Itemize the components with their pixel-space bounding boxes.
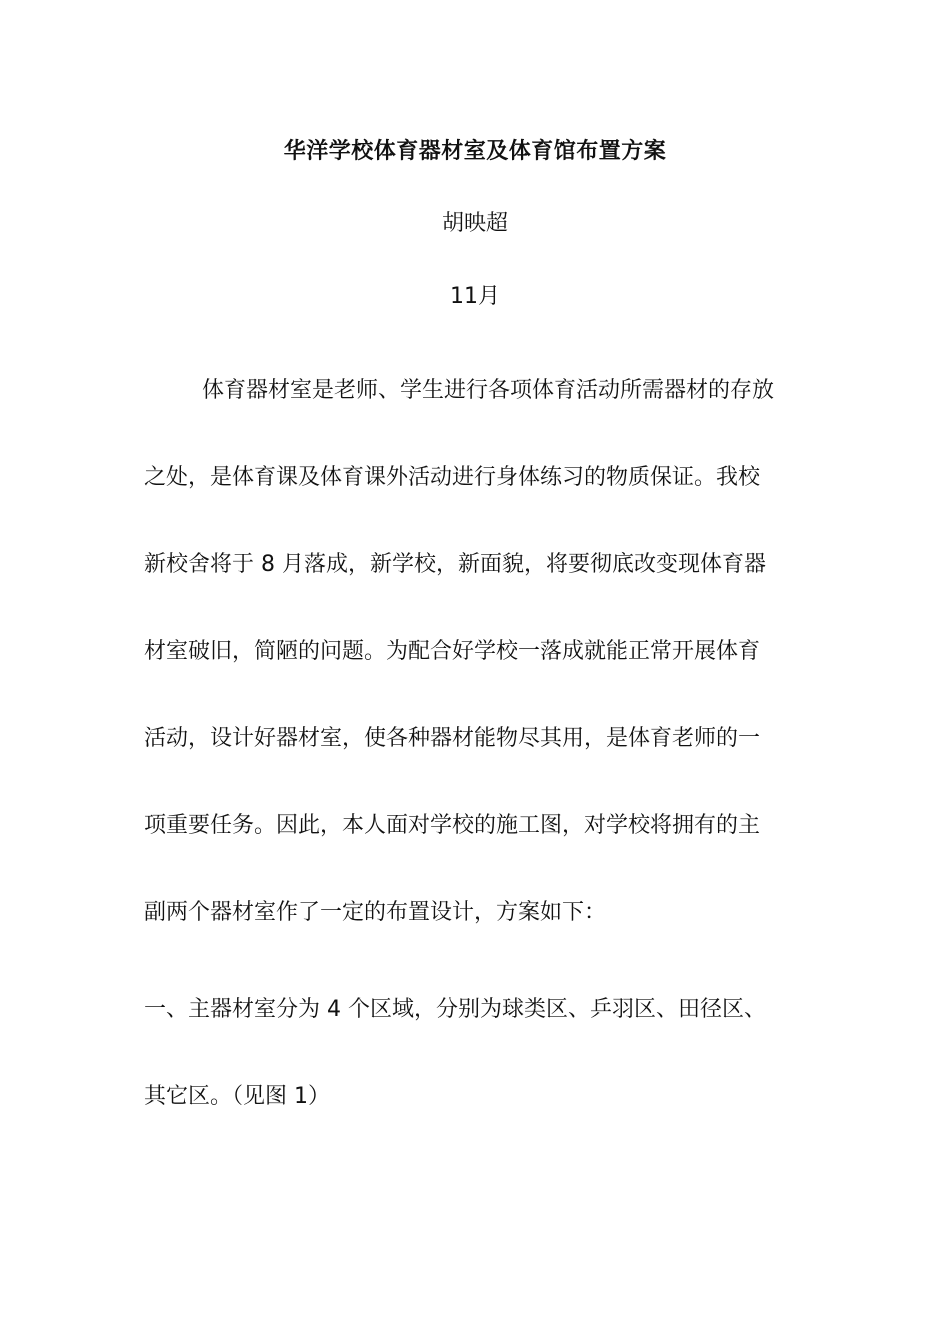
paragraph-line: 体育器材室是老师、学生进行各项体育活动所需器材的存放 bbox=[202, 378, 775, 403]
document-author: 胡映超 bbox=[441, 211, 508, 236]
paragraph-line: 项重要任务。因此，本人面对学校的施工图，对学校将拥有的主 bbox=[144, 813, 761, 838]
paragraph-line: 材室破旧，简陋的问题。为配合好学校一落成就能正常开展体育 bbox=[144, 639, 761, 664]
paragraph-line: 副两个器材室作了一定的布置设计，方案如下： bbox=[144, 900, 607, 925]
section-heading-line: 其它区。（见图 1） bbox=[144, 1084, 330, 1109]
document-date: 11月 bbox=[450, 284, 500, 309]
section-heading-line: 一、主器材室分为 4 个区域，分别为球类区、乒羽区、田径区、 bbox=[144, 997, 766, 1022]
paragraph-line: 新校舍将于 8 月落成，新学校，新面貌，将要彻底改变现体育器 bbox=[144, 552, 766, 577]
paragraph-line: 活动，设计好器材室，使各种器材能物尽其用，是体育老师的一 bbox=[144, 726, 761, 751]
paragraph-line: 之处，是体育课及体育课外活动进行身体练习的物质保证。我校 bbox=[144, 465, 761, 490]
document-title: 华洋学校体育器材室及体育馆布置方案 bbox=[283, 139, 667, 164]
